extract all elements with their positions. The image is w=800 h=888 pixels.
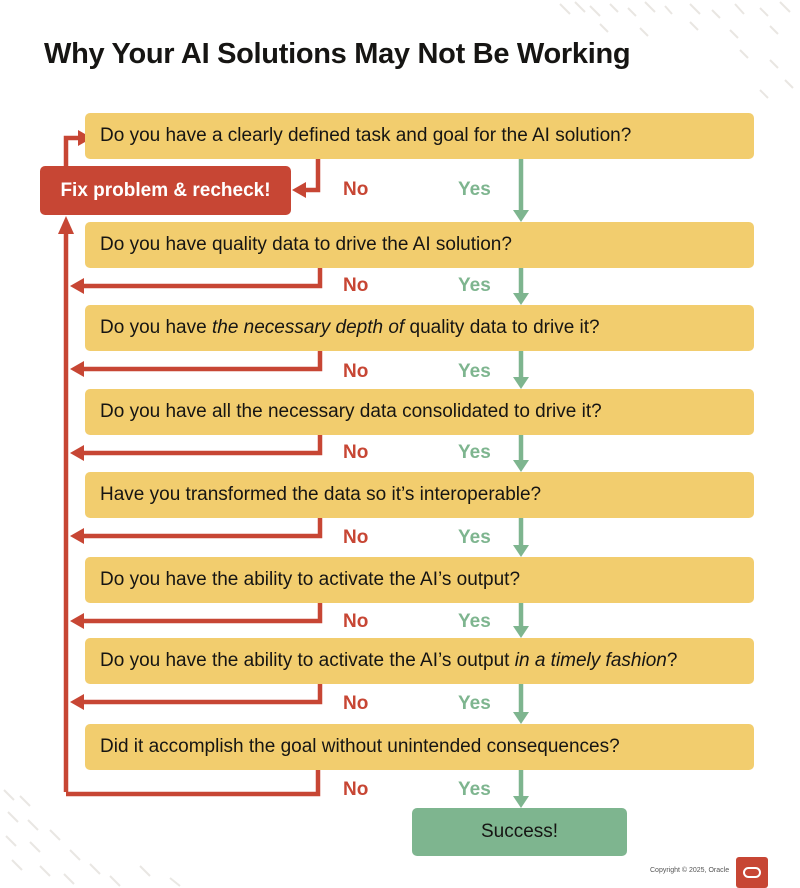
no-arrow-line [82,268,320,286]
question-text: Do you have the ability to activate the AI’s output? [100,569,521,590]
feedback-arrowhead [58,216,74,234]
question-text: Do you have the necessary depth of quality data to drive it? [100,317,600,338]
no-label: No [343,275,369,296]
no-arrow-line [82,518,320,536]
fix-to-q1-line [66,138,80,166]
page-title: Why Your AI Solutions May Not Be Working [44,38,631,70]
yes-label: Yes [458,779,491,800]
success-box: Success! [412,808,627,856]
no-arrow-line [82,603,320,621]
no-label: No [343,442,369,463]
yes-arrowhead [513,796,529,808]
no-label: No [343,179,369,200]
no-label: No [343,361,369,382]
yes-label: Yes [458,179,491,200]
yes-arrowhead [513,626,529,638]
question-text: Do you have quality data to drive the AI solution? [100,234,512,255]
yes-arrowhead [513,460,529,472]
yes-label: Yes [458,611,491,632]
no-arrow-line [305,159,318,190]
question-box-5 [85,472,754,518]
question-box-7 [85,638,754,684]
no-arrowhead [70,361,84,377]
no-arrow-line [66,770,318,794]
question-text: Did it accomplish the goal without unintended consequences? [100,736,620,757]
no-arrow-line [82,351,320,369]
yes-arrowhead [513,545,529,557]
no-arrowhead [70,613,84,629]
yes-arrowhead [513,210,529,222]
no-label: No [343,611,369,632]
yes-label: Yes [458,527,491,548]
no-arrowhead [70,445,84,461]
yes-arrowhead [513,712,529,724]
yes-label: Yes [458,275,491,296]
no-arrowhead [70,528,84,544]
yes-label: Yes [458,442,491,463]
no-label: No [343,527,369,548]
question-box-6 [85,557,754,603]
copyright-text: Copyright © 2025, Oracle [650,867,730,874]
question-text: Do you have the ability to activate the AI’s output in a timely fashion? [100,650,678,671]
no-arrowhead [292,182,306,198]
question-box-2 [85,222,754,268]
no-arrowhead [70,694,84,710]
yes-label: Yes [458,693,491,714]
no-arrow-line [82,435,320,453]
no-label: No [343,693,369,714]
yes-arrowhead [513,377,529,389]
oracle-logo-icon [736,857,768,888]
fix-problem-box: Fix problem & recheck! [40,166,291,215]
question-box-4 [85,389,754,435]
question-box-8 [85,724,754,770]
no-arrow-line [82,684,320,702]
question-text: Do you have all the necessary data consolidated to drive it? [100,401,602,422]
no-label: No [343,779,369,800]
question-box-3 [85,305,754,351]
question-text: Do you have a clearly defined task and goal for the AI solution? [100,125,632,146]
question-text: Have you transformed the data so it’s interoperable? [100,484,542,505]
yes-label: Yes [458,361,491,382]
no-arrowhead [70,278,84,294]
yes-arrowhead [513,293,529,305]
question-box-1 [85,113,754,159]
